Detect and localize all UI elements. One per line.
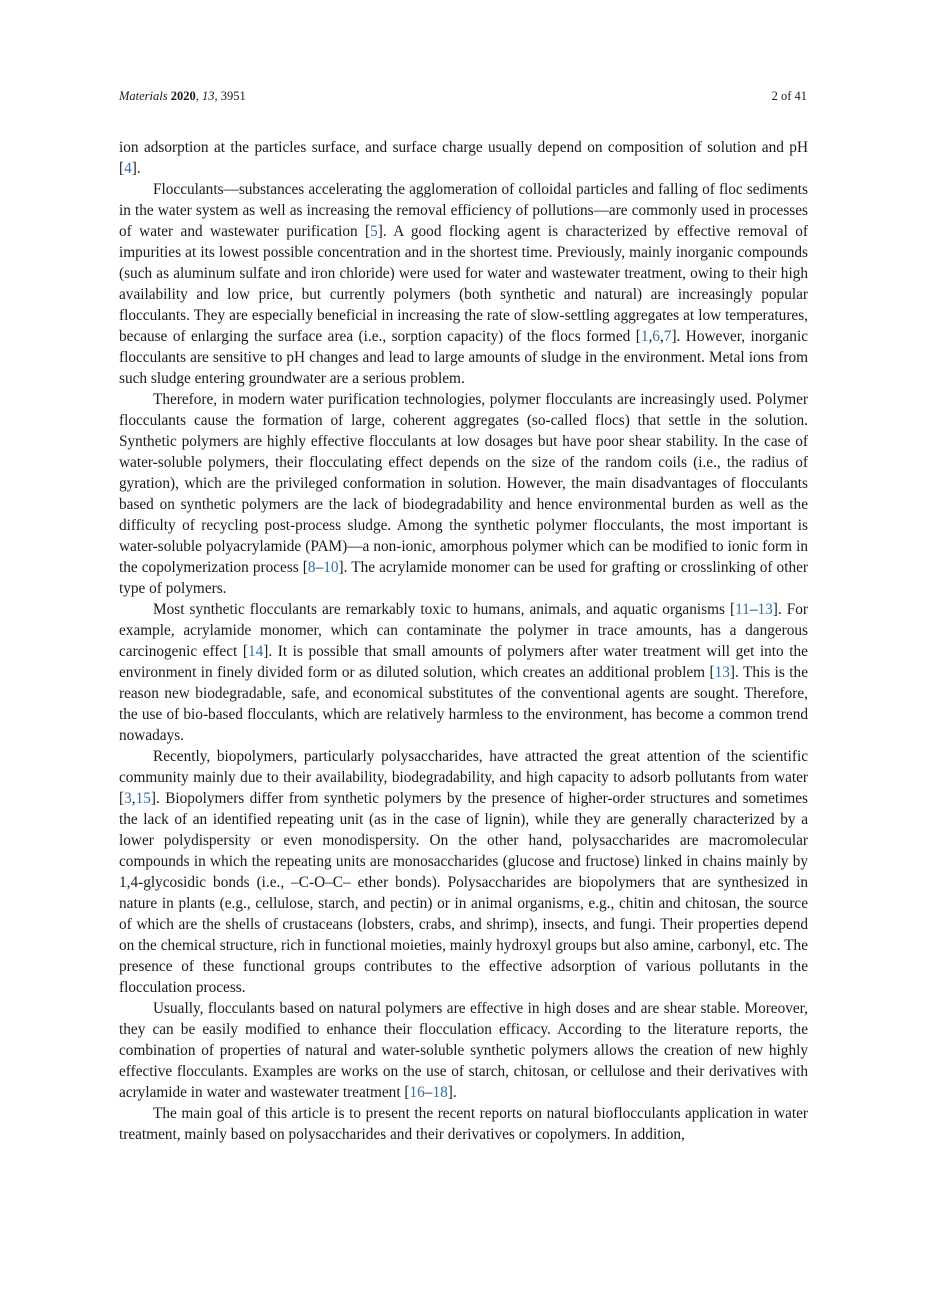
citation-link[interactable]: 8: [307, 559, 316, 576]
running-header: [119, 88, 807, 104]
paragraph-text: ]. This is the reason new biodegradable, safe, and economical substitutes of the conventional agents are sought. Therefore, the use of bio-based flocculants, which are relatively harmless to the environment, has become a common trend nowadays.: [119, 664, 808, 744]
paragraph-text: ].: [447, 1084, 457, 1101]
paragraph: [119, 599, 808, 746]
body-text: [119, 137, 808, 1145]
journal-name: Materials: [119, 89, 168, 103]
paragraph-text: ]. Biopolymers differ from synthetic polymers by the presence of higher-order structures and sometimes the lack of an identified repeating unit (as in the case of lignin), while they are generally characterized by a lower polydispersity or even monodispersity. On the other hand, polysaccharides are macromolecular compounds in which the repeating units are monosaccharides (glucose and fructose) linked in chains mainly by 1,4-glycosidic bonds (i.e., –C-O–C– ether bonds). Polysaccharides are biopolymers that are synthesized in nature in plants (e.g., cellulose, starch, and pectin) or in animal organisms, e.g., chitin and chitosan, the source of which are the shells of crustaceans (lobsters, crabs, and shrimp), insects, and fungi. Their properties depend on the chemical structure, rich in functional moieties, mainly hydroxyl groups but also amine, carbonyl, etc. The presence of these functional groups contributes to the effective adsorption of various pollutants in the flocculation process.: [119, 790, 808, 996]
citation-link[interactable]: 10: [323, 559, 339, 576]
paragraph: [119, 389, 808, 599]
citation-link[interactable]: 14: [247, 643, 264, 660]
page-number: 2 of 41: [771, 89, 807, 103]
paragraph-text: ].: [131, 160, 141, 177]
citation-link[interactable]: 15: [135, 790, 151, 807]
paragraph-text: Flocculants—substances accelerating the agglomeration of colloidal particles and falling of floc sediments in the water system as well as increasing the removal efficiency of pollutions—are commonly used in processes of water and wastewater purification [: [119, 181, 808, 240]
paragraph-text: ,: [648, 328, 653, 345]
journal-year: 2020: [170, 89, 196, 103]
paragraph-text: ,: [659, 328, 664, 345]
paragraph-text: ion adsorption at the particles surface, and surface charge usually depend on composition of solution and pH [: [119, 139, 808, 177]
paragraph: [119, 137, 808, 179]
citation-link[interactable]: 6: [652, 328, 660, 345]
article-number: , 3951: [214, 89, 246, 103]
paragraph-text: Recently, biopolymers, particularly polysaccharides, have attracted the great attention of the scientific community mainly due to their availability, biodegradability, and high capacity to adsorb pollutants from water [: [119, 748, 808, 807]
paragraph-text: ,: [131, 790, 136, 807]
citation-line: Materials 2020, 13, 3951: [119, 89, 246, 103]
citation-link[interactable]: 3: [124, 790, 132, 807]
citation-link[interactable]: 13: [714, 664, 730, 681]
paragraph-text: –: [424, 1084, 433, 1101]
citation-link[interactable]: 16: [409, 1084, 425, 1101]
citation-link[interactable]: 7: [663, 328, 672, 345]
paragraph-text: Most synthetic flocculants are remarkably toxic to humans, animals, and aquatic organisms [: [153, 601, 736, 618]
paragraph-text: ]. It is possible that small amounts of polymers after water treatment will get into the environment in finely divided form or as diluted solution, which creates an additional problem [: [119, 643, 808, 681]
paragraph: [119, 998, 808, 1103]
paragraph: [119, 179, 808, 389]
paragraph: [119, 1103, 808, 1145]
paragraph-text: –: [749, 601, 758, 618]
paragraph: [119, 746, 808, 998]
paragraph-text: ]. The acrylamide monomer can be used for grafting or crosslinking of other type of polymers.: [119, 559, 808, 597]
paragraph-text: Usually, flocculants based on natural polymers are effective in high doses and are shear stable. Moreover, they can be easily modified to enhance their flocculation efficacy. According to the literature reports, the combination of properties of natural and water-soluble synthetic polymers allows the creation of new highly effective flocculants. Examples are works on the use of starch, chitosan, or cellulose and their derivatives with acrylamide in water and wastewater treatment [: [119, 1000, 808, 1101]
citation-link[interactable]: 5: [370, 223, 378, 240]
journal-volume: 13: [201, 89, 215, 103]
citation-link[interactable]: 4: [124, 160, 132, 177]
citation-link[interactable]: 1: [640, 328, 649, 345]
paragraph-text: ]. For example, acrylamide monomer, which can contaminate the polymer in trace amounts, has a dangerous carcinogenic effect [: [119, 601, 808, 660]
paragraph-text: Therefore, in modern water purification technologies, polymer flocculants are increasingly used. Polymer flocculants cause the formation of large, coherent aggregates (so-called flocs) that settle in the solution. Synthetic polymers are highly effective flocculants at low dosages but have poor shear stability. In the case of water-soluble polymers, their flocculating effect depends on the size of the random coils (i.e., the radius of gyration), which are the privileged conformation in solution. However, the main disadvantages of flocculants based on synthetic polymers are the lack of biodegradability and hence environmental burden as well as the difficulty of recycling post-process sludge. Among the synthetic polymer flocculants, the most important is water-soluble polyacrylamide (PAM)—a non-ionic, amorphous polymer which can be modified to ionic form in the copolymerization process [: [119, 391, 808, 576]
paragraph-text: ]. However, inorganic flocculants are sensitive to pH changes and lead to large amounts of sludge in the environment. Metal ions from such sludge entering groundwater are a serious problem.: [119, 328, 808, 387]
paragraph-text: The main goal of this article is to present the recent reports on natural bioflocculants application in water treatment, mainly based on polysaccharides and their derivatives or copolymers. In addition,: [119, 1105, 808, 1143]
paragraph-text: ]. A good flocking agent is characterized by effective removal of impurities at its lowest possible concentration and in the shortest time. Previously, mainly inorganic compounds (such as aluminum sulfate and iron chloride) were used for water and wastewater treatment, owing to their high availability and low price, but currently polymers (both synthetic and natural) are increasingly popular flocculants. They are especially beneficial in increasing the rate of slow-settling aggregates at low temperatures, because of enlarging the surface area (i.e., sorption capacity) of the flocs formed [: [119, 223, 808, 345]
paragraph-text: –: [315, 559, 324, 576]
citation-link[interactable]: 13: [757, 601, 773, 618]
citation-link[interactable]: 11: [735, 601, 750, 618]
citation-link[interactable]: 18: [432, 1084, 448, 1101]
